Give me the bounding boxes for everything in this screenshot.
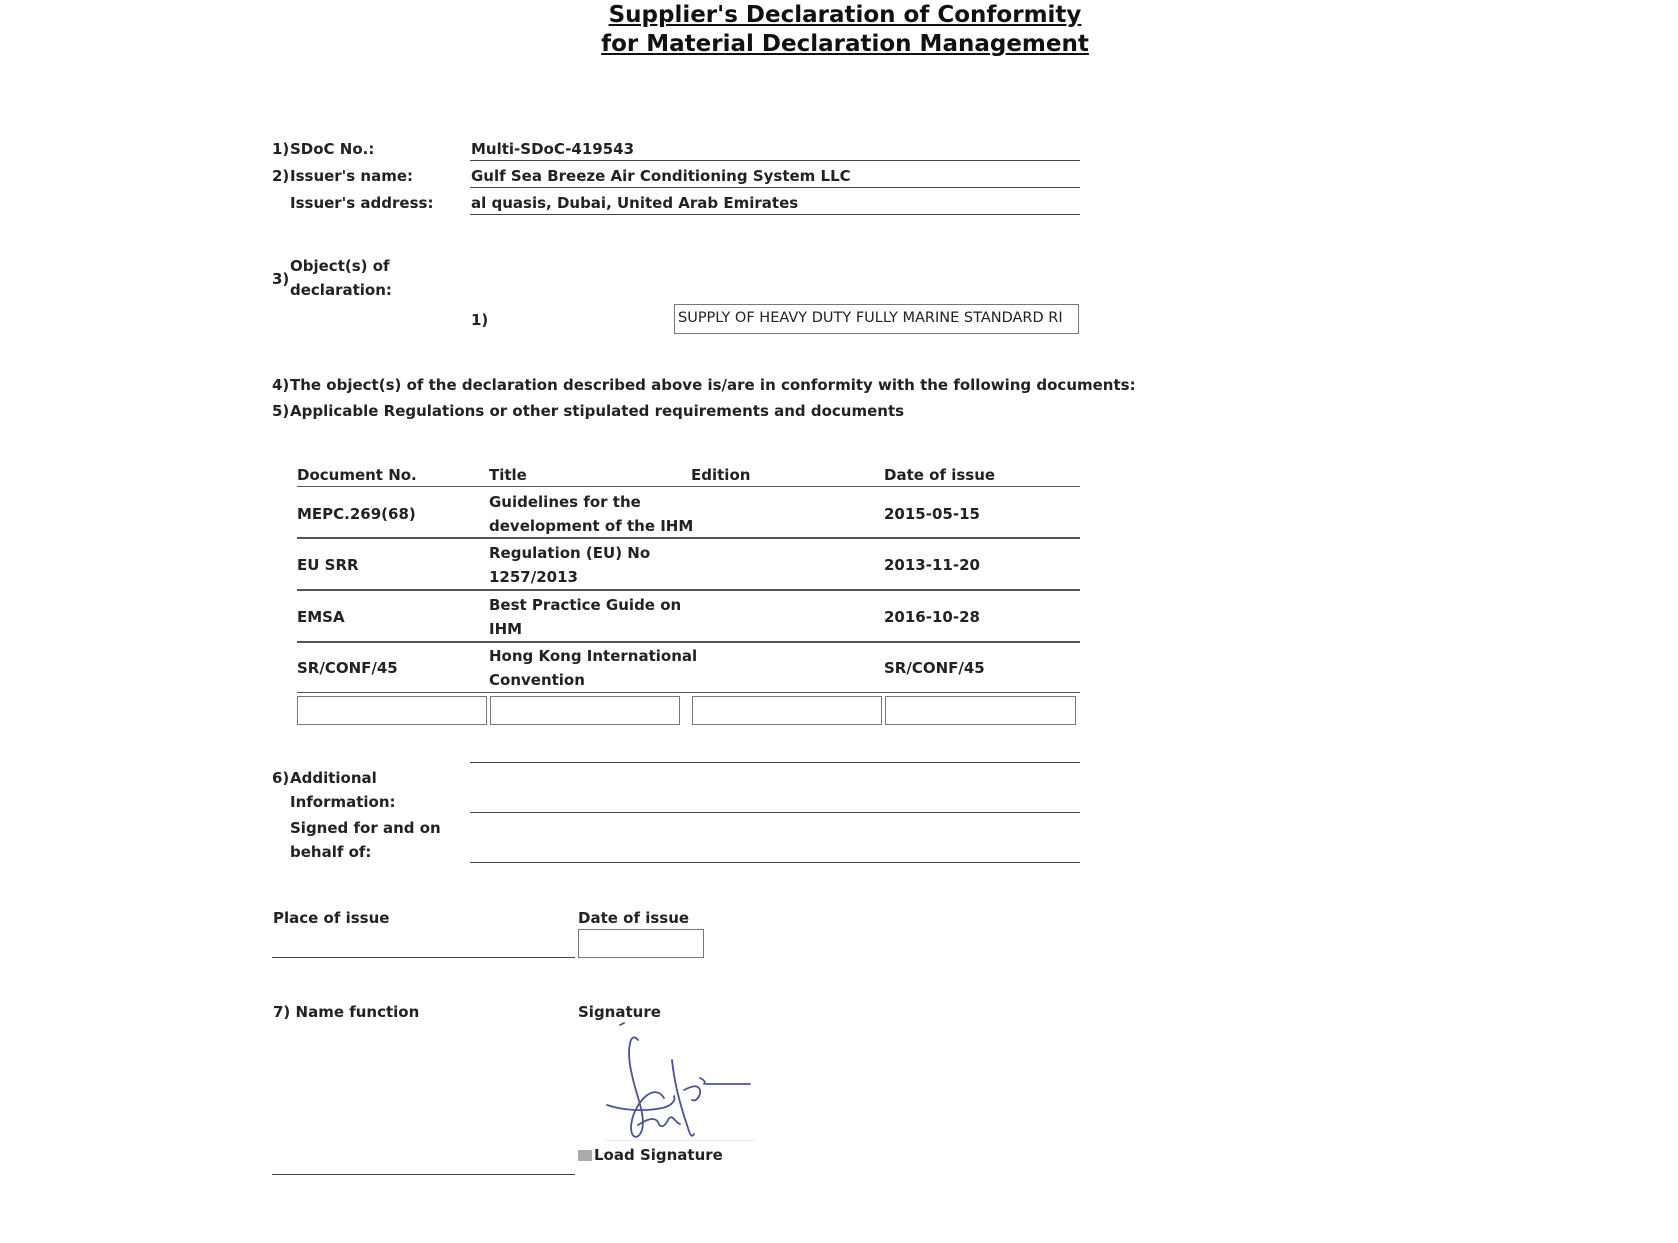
row-title-line-2: development of the IHM [489, 517, 694, 535]
signed-on-behalf-label-line-1: Signed for and on [290, 819, 441, 837]
table-row-divider [297, 692, 1080, 693]
table-row-divider [297, 641, 1080, 643]
additional-info-label-line-1: Additional [290, 769, 377, 787]
load-signature-label[interactable]: Load Signature [594, 1146, 723, 1164]
table-header-divider [297, 486, 1080, 487]
sdoc-label: SDoC No.: [290, 140, 375, 158]
objects-label-line-1: Object(s) of [290, 257, 390, 275]
issuer-address-value[interactable]: al quasis, Dubai, United Arab Emirates [471, 194, 799, 212]
sdoc-underline [470, 160, 1080, 161]
issuer-address-label: Issuer's address: [290, 194, 434, 212]
load-signature-checkbox[interactable] [578, 1150, 592, 1161]
new-document-no-input[interactable] [297, 696, 487, 725]
sdoc-value[interactable]: Multi-SDoC-419543 [471, 140, 635, 158]
section-number-1: 1) [272, 140, 290, 158]
new-title-input[interactable] [490, 696, 680, 725]
new-date-input[interactable] [885, 696, 1076, 725]
row-date: 2015-05-15 [884, 505, 980, 523]
row-document-no: SR/CONF/45 [297, 659, 398, 677]
place-of-issue-input[interactable] [272, 957, 575, 958]
regulations-statement: Applicable Regulations or other stipulated requirements and documents [290, 402, 905, 420]
conformity-statement: The object(s) of the declaration described above is/are in conformity with the following documents: [290, 376, 1136, 394]
row-document-no: EMSA [297, 608, 345, 626]
date-of-issue-input[interactable] [578, 929, 704, 958]
signed-on-behalf-label-line-2: behalf of: [290, 843, 372, 861]
section-number-6: 6) [272, 769, 290, 787]
table-header-document-no: Document No. [297, 466, 417, 484]
row-title-line-1: Guidelines for the [489, 493, 641, 511]
row-document-no: EU SRR [297, 556, 359, 574]
section-number-2: 2) [272, 167, 290, 185]
signature-image [602, 1020, 754, 1145]
signature-baseline [605, 1140, 755, 1141]
table-header-title: Title [489, 466, 527, 484]
document-title-line-2: for Material Declaration Management [601, 31, 1089, 57]
signature-label: Signature [578, 1003, 661, 1021]
row-title-line-1: Hong Kong International [489, 647, 698, 665]
section-number-3: 3) [272, 270, 290, 288]
section-number-5: 5) [272, 402, 290, 420]
additional-info-line-1[interactable] [470, 762, 1080, 763]
row-document-no: MEPC.269(68) [297, 505, 416, 523]
table-row-divider [297, 537, 1080, 539]
additional-info-line-2[interactable] [470, 812, 1080, 813]
issuer-name-label: Issuer's name: [290, 167, 414, 185]
row-title-line-2: IHM [489, 620, 523, 638]
object-1-input[interactable]: SUPPLY OF HEAVY DUTY FULLY MARINE STANDARD RI [674, 304, 1079, 334]
row-date: 2013-11-20 [884, 556, 980, 574]
row-date: SR/CONF/45 [884, 659, 985, 677]
name-function-input[interactable] [272, 1174, 575, 1175]
row-title-line-1: Regulation (EU) No [489, 544, 651, 562]
row-title-line-2: 1257/2013 [489, 568, 578, 586]
row-title-line-2: Convention [489, 671, 585, 689]
issuer-address-underline [470, 214, 1080, 215]
document-title-line-1: Supplier's Declaration of Conformity [608, 2, 1082, 28]
section-number-4: 4) [272, 376, 290, 394]
row-title-line-1: Best Practice Guide on [489, 596, 682, 614]
objects-label-line-2: declaration: [290, 281, 392, 299]
object-1-number: 1) [471, 311, 489, 329]
signed-on-behalf-line[interactable] [470, 862, 1080, 863]
new-edition-input[interactable] [692, 696, 882, 725]
place-of-issue-label: Place of issue [273, 909, 390, 927]
row-date: 2016-10-28 [884, 608, 980, 626]
issuer-name-value[interactable]: Gulf Sea Breeze Air Conditioning System LLC [471, 167, 851, 185]
table-row-divider [297, 589, 1080, 591]
additional-info-label-line-2: Information: [290, 793, 396, 811]
name-function-label: 7) Name function [273, 1003, 420, 1021]
table-header-date-of-issue: Date of issue [884, 466, 996, 484]
issuer-name-underline [470, 187, 1080, 188]
date-of-issue-label: Date of issue [578, 909, 690, 927]
table-header-edition: Edition [691, 466, 751, 484]
